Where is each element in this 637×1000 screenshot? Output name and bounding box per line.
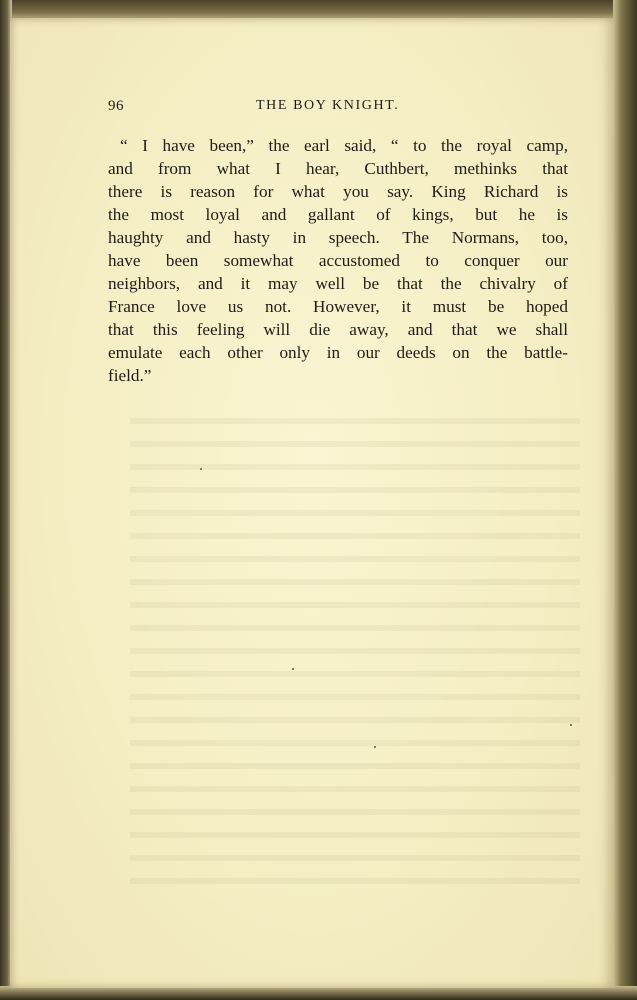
text-line: that this feeling will die away, and that we shall	[108, 320, 568, 339]
book-bottom-edge	[0, 986, 637, 1000]
book-right-edge	[613, 0, 637, 1000]
paper-speck	[200, 468, 202, 470]
paper-speck	[570, 724, 572, 726]
text-line: field.”	[108, 366, 152, 385]
text-line: haughty and hasty in speech. The Normans, too,	[108, 228, 568, 247]
text-line: the most loyal and gallant of kings, but he is	[108, 205, 568, 224]
text-line: emulate each other only in our deeds on the battle-	[108, 343, 568, 362]
text-line: neighbors, and it may well be that the chivalry of	[108, 274, 568, 293]
paper-speck	[292, 668, 294, 670]
page-number: 96	[108, 98, 124, 114]
text-line: and from what I hear, Cuthbert, methinks that	[108, 159, 568, 178]
paper-speck	[374, 746, 376, 748]
show-through-text	[130, 418, 580, 888]
text-line: have been somewhat accustomed to conquer our	[108, 251, 568, 270]
text-line: there is reason for what you say. King Richard is	[108, 182, 568, 201]
body-paragraph	[108, 134, 568, 387]
running-title: THE BOY KNIGHT.	[256, 98, 400, 113]
text-line: “ I have been,” the earl said, “ to the royal camp,	[120, 136, 568, 155]
text-line: France love us not. However, it must be hoped	[108, 297, 568, 316]
running-head	[108, 98, 568, 120]
